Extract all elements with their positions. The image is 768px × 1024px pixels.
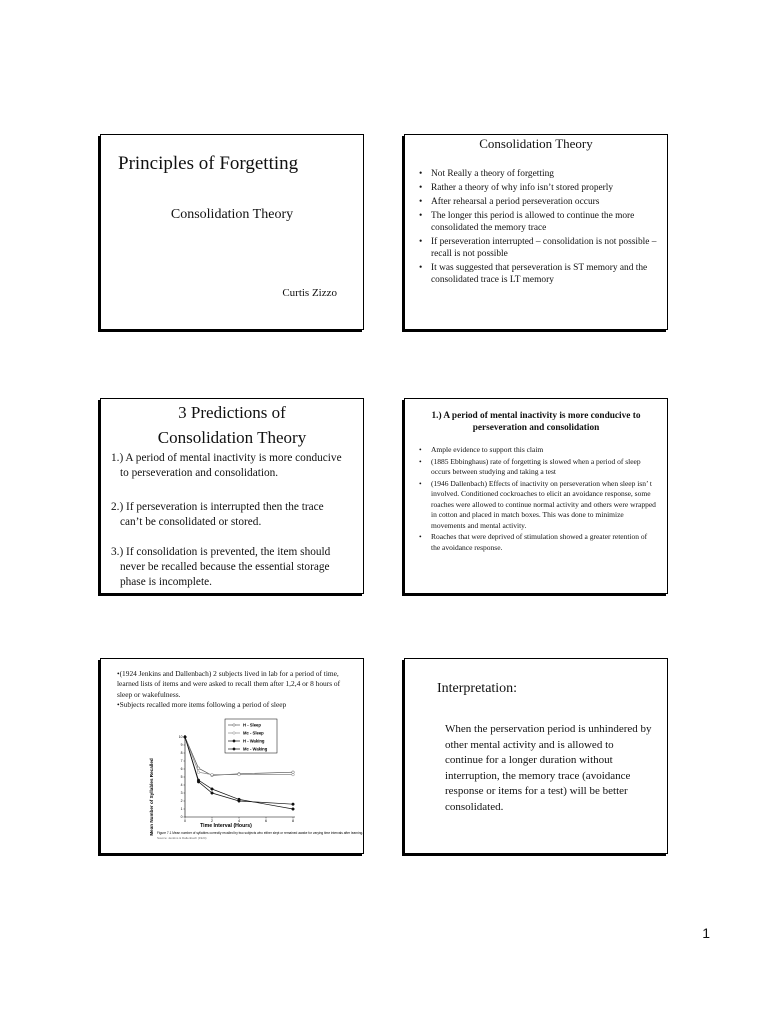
- slide1-subtitle: Consolidation Theory: [170, 207, 294, 222]
- legend-marker: [233, 732, 235, 734]
- chart-x-tick-label: 0: [184, 819, 186, 823]
- chart-y-tick-label: 4: [180, 783, 183, 788]
- chart-y-tick-label: 2: [180, 799, 183, 804]
- slide5-paragraph: •Subjects recalled more items following a period of sleep: [117, 700, 287, 710]
- prediction-item: 3.) If consolidation is prevented, the item should never be recalled because the essential storage phase is incomplete.: [111, 546, 331, 588]
- chart-data-point: [292, 773, 295, 776]
- chart-y-tick-label: 8: [180, 751, 183, 756]
- slide-jenkins-dallenbach: [100, 658, 364, 854]
- chart-data-point: [197, 781, 200, 784]
- slide-mental-inactivity: [404, 398, 668, 594]
- chart-y-tick-label: 0: [180, 815, 183, 820]
- slide3-title-line2: Consolidation Theory: [157, 428, 307, 447]
- bullet-item: • It was suggested that perseveration is ST memory and the consolidated trace is LT memory: [419, 262, 657, 286]
- slide-predictions: [100, 398, 364, 594]
- bullet-item: • (1946 Dallenbach) Effects of inactivity on perseveration when sleep isn’ t involved. Conditioned cockroaches to elicit an avoidance response, some roaches were allowed to continue normal activity and others were wrapped in cotton and placed in match boxes. This was done to minimize movements and mental activity.: [419, 479, 657, 532]
- bullet-item: • Rather a theory of why info isn’t stored properly: [419, 182, 657, 194]
- bullet-item: • Roaches that were deprived of stimulation showed a greater retention of the avoidance response.: [419, 532, 657, 553]
- chart-y-tick-label: 3: [180, 791, 183, 796]
- chart-y-tick-label: 9: [180, 743, 183, 748]
- chart-caption-text: Figure 7.1 Mean number of syllables correctly recalled by two subjects who either slept or remained awake for varying time intervals after learning.: [157, 831, 364, 835]
- legend-label: H - Sleep: [243, 722, 261, 728]
- chart-y-tick-label: 6: [180, 767, 183, 772]
- slide5-paragraph: •(1924 Jenkins and Dallenbach) 2 subjects lived in lab for a period of time, learned lists of items and were asked to recall them after 1,2,4 or 8 hours of sleep or wakefulness.: [117, 669, 341, 699]
- chart-data-point: [292, 803, 295, 806]
- chart-x-tick-label: 4: [238, 819, 240, 823]
- bullet-item: • Ample evidence to support this claim: [419, 445, 657, 456]
- chart-data-point: [211, 788, 214, 791]
- chart-y-tick-label: 7: [180, 759, 183, 764]
- prediction-item: 1.) A period of mental inactivity is more conducive to perseveration and consolidation.: [111, 452, 342, 479]
- bullet-item: • (1885 Ebbinghaus) rate of forgetting is slowed when a period of sleep occurs between studying and taking a test: [419, 457, 657, 478]
- chart-data-point: [238, 773, 241, 776]
- bullet-item: • The longer this period is allowed to continue the more consolidated the memory trace: [419, 210, 657, 234]
- bullet-item: • If perseveration interrupted – consolidation is not possible – recall is not possible: [419, 236, 657, 260]
- slide2-bullet-list: [419, 168, 657, 288]
- legend-marker: [233, 748, 235, 750]
- chart-data-point: [197, 771, 200, 774]
- chart-x-tick-label: 8: [292, 819, 294, 823]
- slide4-title: 1.) A period of mental inactivity is more conducive to perseveration and consolidation: [431, 411, 641, 433]
- chart-caption: [157, 831, 363, 835]
- legend-label: H - Waking: [243, 738, 265, 744]
- chart-data-point: [238, 800, 241, 803]
- legend-marker: [233, 724, 235, 726]
- chart-x-tick-label: 6: [265, 819, 267, 823]
- slide3-title: [101, 400, 363, 450]
- slide4-bullet-list: [419, 445, 657, 554]
- chart-data-point: [211, 792, 214, 795]
- legend-label: Mc - Waking: [243, 746, 268, 752]
- chart-data-point: [184, 736, 187, 739]
- bullet-item: • After rehearsal a period perseveration occurs: [419, 196, 657, 208]
- chart-x-axis-label: Time Interval (Hours): [200, 823, 252, 829]
- slide5-text: [117, 669, 347, 711]
- chart-data-point: [211, 773, 214, 776]
- slide1-author: Curtis Zizzo: [282, 287, 337, 299]
- chart-y-axis-label: Mean Number of Syllables Recalled: [149, 758, 154, 836]
- legend-label: Mc - Sleep: [243, 730, 264, 736]
- bullet-item: • Not Really a theory of forgetting: [419, 168, 657, 180]
- slide3-title-line1: 3 Predictions of: [178, 403, 286, 422]
- page-number: 1: [702, 925, 710, 941]
- legend-marker: [233, 740, 235, 742]
- chart-y-tick-label: 1: [180, 807, 183, 812]
- chart-data-point: [292, 808, 295, 811]
- slide-consolidation-theory: [404, 134, 668, 330]
- chart-y-tick-label: 10: [178, 735, 183, 740]
- prediction-item: 2.) If perseveration is interrupted then the trace can’t be consolidated or stored.: [111, 501, 324, 528]
- slide-title: [100, 134, 364, 330]
- slide2-title: Consolidation Theory: [479, 136, 593, 151]
- chart-x-tick-label: 2: [211, 819, 213, 823]
- slide6-title: Interpretation:: [437, 681, 518, 696]
- forgetting-curve-chart: [143, 717, 364, 847]
- slide6-body: When the perservation period is unhindered by other mental activity and is allowed to continue for a longer duration without interruption, the memory trace (avoidance response or items for a test) will be better consolidated.: [445, 723, 652, 813]
- chart-y-tick-label: 5: [180, 775, 183, 780]
- chart-caption-source: Source: Jenkins & Dallenbach (1924): [157, 836, 207, 840]
- slide-interpretation: [404, 658, 668, 854]
- slide1-title: Principles of Forgetting: [118, 153, 299, 174]
